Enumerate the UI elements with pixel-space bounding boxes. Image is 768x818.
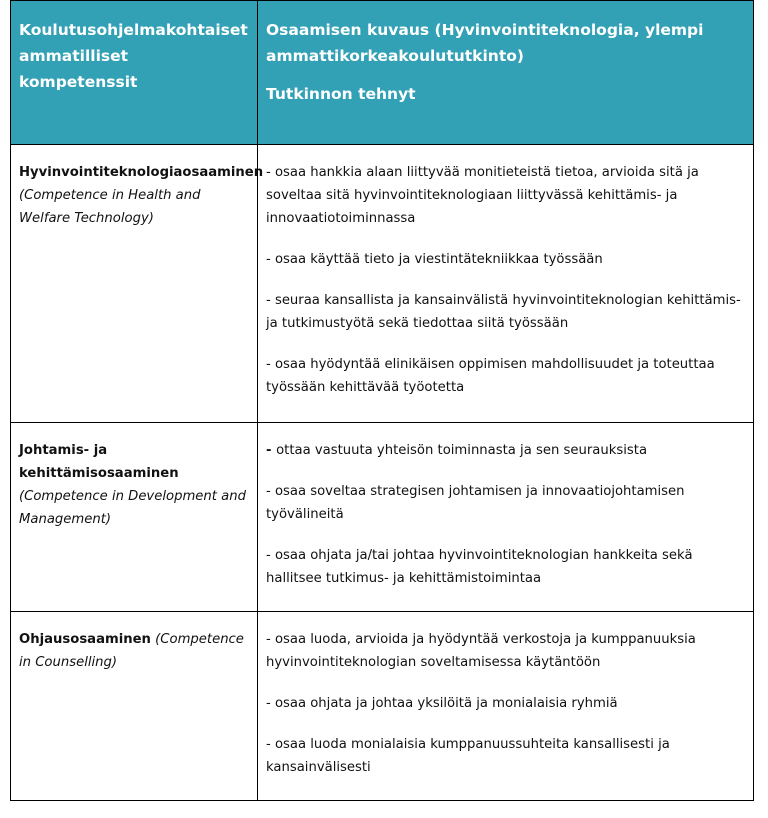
competence-english: (Competence in Counselling): [19, 632, 244, 670]
competence-name: Johtamis- ja kehittämisosaaminen: [19, 443, 179, 481]
description-item: - osaa hankkia alaan liittyvää monitieteistä tietoa, arvioida sitä ja soveltaa sitä hyvinvointiteknologiaan liittyvässä kehittämis- ja innovaatiotoiminnassa: [266, 165, 699, 226]
competence-table: [10, 0, 754, 801]
competence-english: (Competence in Health and Welfare Technology): [19, 188, 201, 226]
header-col1-line1: Koulutusohjelmakohtaiset: [19, 21, 248, 39]
bold-dash: -: [266, 443, 277, 458]
header-col2-title: Osaamisen kuvaus (Hyvinvointiteknologia, ylempi ammattikorkeakoulututkinto): [266, 21, 704, 65]
description-text: ottaa vastuuta yhteisön toiminnasta ja sen seurauksista: [276, 443, 648, 458]
competence-cell: [11, 145, 264, 423]
competence-cell: [11, 423, 258, 612]
header-col1-line2: ammatilliset: [19, 47, 129, 65]
header-col2-subtitle: Tutkinnon tehnyt: [266, 85, 416, 103]
description-cell: [258, 423, 754, 612]
table-row: [11, 145, 754, 423]
description-item: - osaa ohjata ja/tai johtaa hyvinvointiteknologian hankkeita sekä hallitsee tutkimus- ja kehittämistoimintaa: [266, 548, 693, 586]
description-cell: [258, 145, 754, 423]
description-cell: [258, 612, 754, 801]
competence-cell: [11, 612, 258, 801]
header-competences: [11, 1, 258, 145]
description-item: - osaa soveltaa strategisen johtamisen ja innovaatiojohtamisen työvälineitä: [266, 484, 685, 522]
competence-name: Ohjausosaaminen: [19, 632, 151, 647]
description-item: - osaa käyttää tieto ja viestintätekniikkaa työssään: [266, 252, 603, 267]
table-row: [11, 612, 754, 801]
table-row: [11, 423, 754, 612]
description-item: [266, 439, 745, 462]
description-item: - osaa luoda monialaisia kumppanuussuhteita kansallisesti ja kansainvälisesti: [266, 737, 670, 775]
competence-name: Hyvinvointiteknologiaosaaminen: [19, 165, 264, 180]
description-item: - osaa luoda, arvioida ja hyödyntää verkostoja ja kumppanuuksia hyvinvointiteknologian soveltamisessa käytäntöön: [266, 632, 696, 670]
description-item: - osaa hyödyntää elinikäisen oppimisen mahdollisuudet ja toteuttaa työssään kehittävää työotetta: [266, 357, 715, 395]
description-item: - seuraa kansallista ja kansainvälistä hyvinvointiteknologian kehittämis- ja tutkimustyötä sekä tiedottaa siitä työssään: [266, 293, 741, 331]
description-item: - osaa ohjata ja johtaa yksilöitä ja monialaisia ryhmiä: [266, 696, 618, 711]
header-col1-line3: kompetenssit: [19, 73, 138, 91]
table-header: [11, 1, 754, 145]
competence-english: (Competence in Development and Management): [19, 489, 246, 527]
header-description: [258, 1, 754, 145]
